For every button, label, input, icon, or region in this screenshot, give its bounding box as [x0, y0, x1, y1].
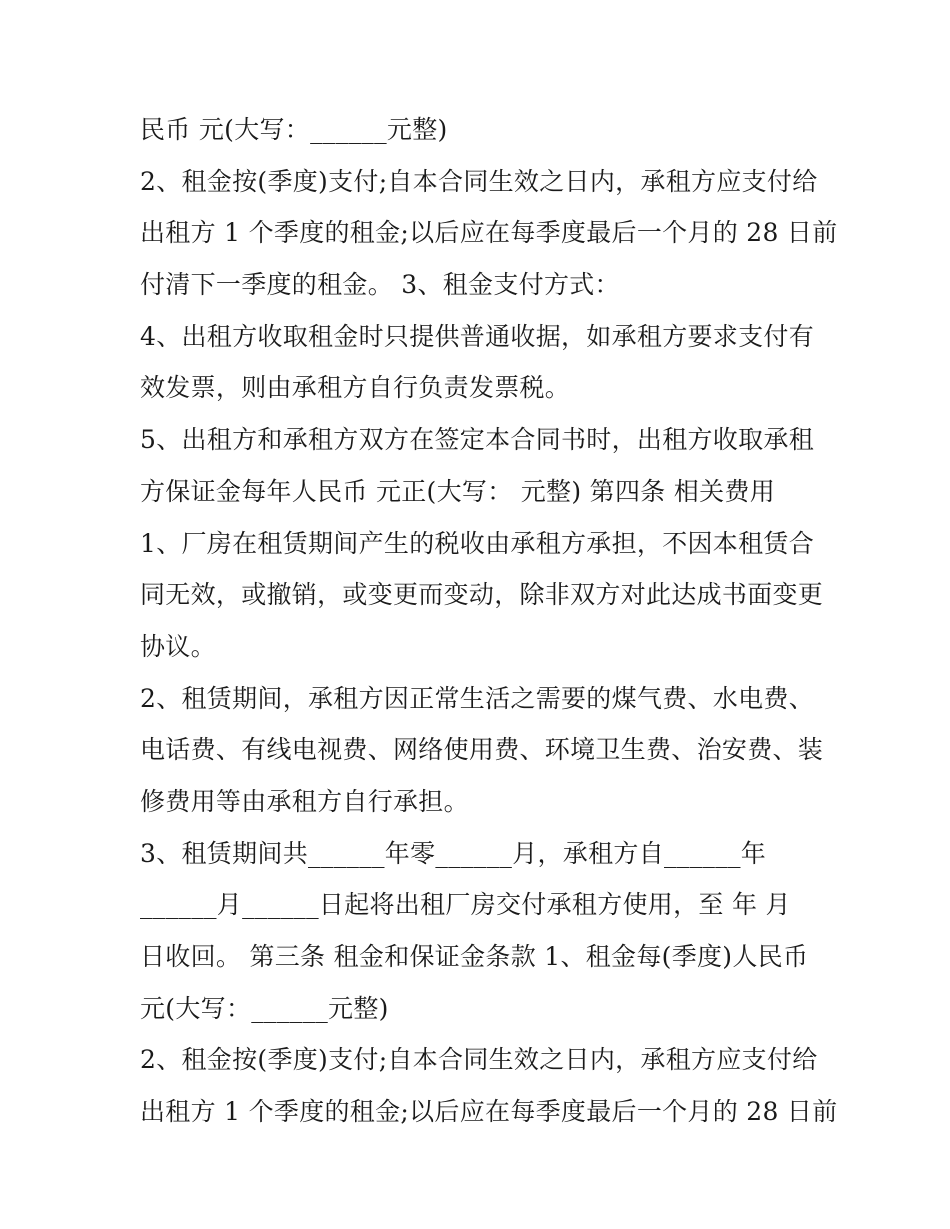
text-line: 3、租赁期间共______年零______月，承租方自______年: [140, 838, 767, 868]
text-line: 出租方 1 个季度的租金;以后应在每季度最后一个月的 28 日前: [140, 218, 838, 248]
text-line: 效发票，则由承租方自行负责发票税。: [140, 373, 571, 403]
text-line: 民币 元(大写：______元整): [140, 115, 448, 144]
text-line: ______月______日起将出租厂房交付承租方使用，至 年 月: [140, 890, 791, 920]
text-line: 出租方 1 个季度的租金;以后应在每季度最后一个月的 28 日前: [140, 1097, 838, 1127]
text-line: 方保证金每年人民币 元正(大写： 元整) 第四条 相关费用: [140, 476, 775, 506]
text-line: 修费用等由承租方自行承担。: [140, 786, 469, 816]
text-line: 1、厂房在租赁期间产生的税收由承租方承担，不因本租赁合: [140, 528, 815, 558]
text-line: 付清下一季度的租金。 3、租金支付方式：: [140, 270, 620, 300]
document-body: [140, 104, 838, 1138]
text-line: 2、租金按(季度)支付;自本合同生效之日内，承租方应支付给: [140, 166, 818, 196]
text-line: 电话费、有线电视费、网络使用费、环境卫生费、治安费、装: [140, 735, 824, 765]
text-line: 协议。: [140, 631, 216, 661]
text-line: 同无效，或撤销，或变更而变动，除非双方对此达成书面变更: [140, 580, 824, 610]
text-line: 5、出租方和承租方双方在签定本合同书时，出租方收取承租: [140, 425, 815, 455]
text-line: 4、出租方收取租金时只提供普通收据，如承租方要求支付有: [140, 321, 815, 351]
text-line: 日收回。 第三条 租金和保证金条款 1、租金每(季度)人民币: [140, 942, 809, 971]
text-line: 2、租赁期间，承租方因正常生活之需要的煤气费、水电费、: [140, 683, 815, 713]
text-line: 元(大写：______元整): [140, 993, 389, 1023]
text-line: 2、租金按(季度)支付;自本合同生效之日内，承租方应支付给: [140, 1045, 818, 1075]
